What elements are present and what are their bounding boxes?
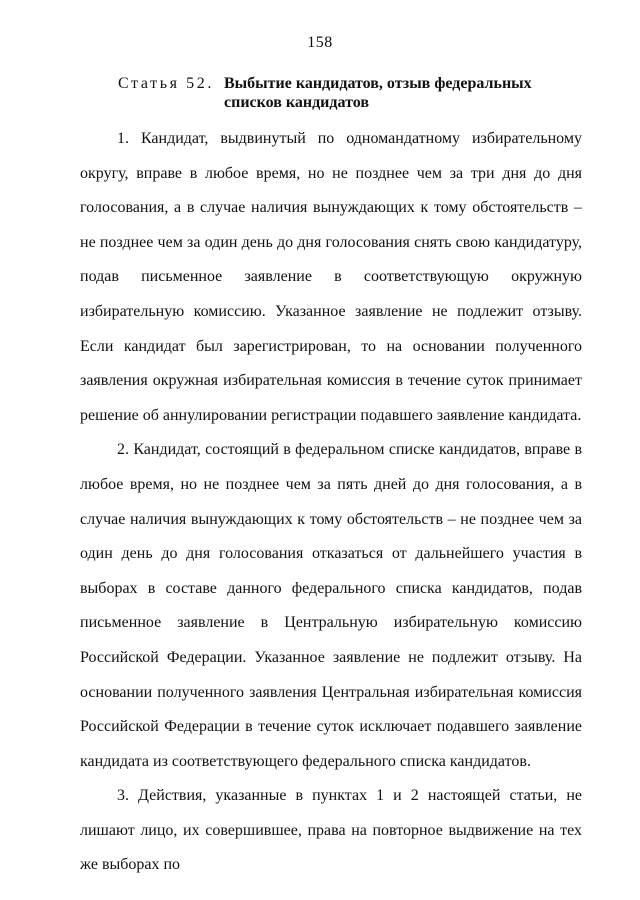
article-label: Статья 52. xyxy=(118,75,214,92)
page-number: 158 xyxy=(307,34,333,51)
paragraph-2: 2. Кандидат, состоящий в федеральном списке кандидатов, вправе в любое время, но не позднее чем за пять дней до дня голосования, а в случае наличия вынуждающих к тому обстоятельств – не позднее чем за один день до дня голосования отказаться от дальнейшего участия в выборах в составе данного федерального списка кандидатов, подав письменное заявление в Центральную избирательную комиссию Российской Федерации. Указанное заявление не подлежит отзыву. На основании полученного заявления Центральная избирательная комиссия Российской Федерации в течение суток исключает подавшего заявление кандидата из соответствующего федерального списка кандидатов. xyxy=(80,441,582,770)
article-body xyxy=(80,122,582,883)
paragraph-1: 1. Кандидат, выдвинутый по одномандатному избирательному округу, вправе в любое время, но не позднее чем за три дня до дня голосования, а в случае наличия вынуждающих к тому обстоятельств – не позднее чем за один день до дня голосования снять свою кандидатуру, подав письменное заявление в соответствующую окружную избирательную комиссию. Указанное заявление не подлежит отзыву. Если кандидат был зарегистрирован, то на основании полученного заявления окружная избирательная комиссия в течение суток принимает решение об аннулировании регистрации подавшего заявление кандидата. xyxy=(80,130,582,424)
paragraph-3: 3. Действия, указанные в пунктах 1 и 2 настоящей статьи, не лишают лицо, их совершившее, права на повторное выдвижение на тех же выборах по xyxy=(80,787,582,874)
article-title: Выбытие кандидатов, отзыв федеральных списков кандидатов xyxy=(224,75,532,111)
